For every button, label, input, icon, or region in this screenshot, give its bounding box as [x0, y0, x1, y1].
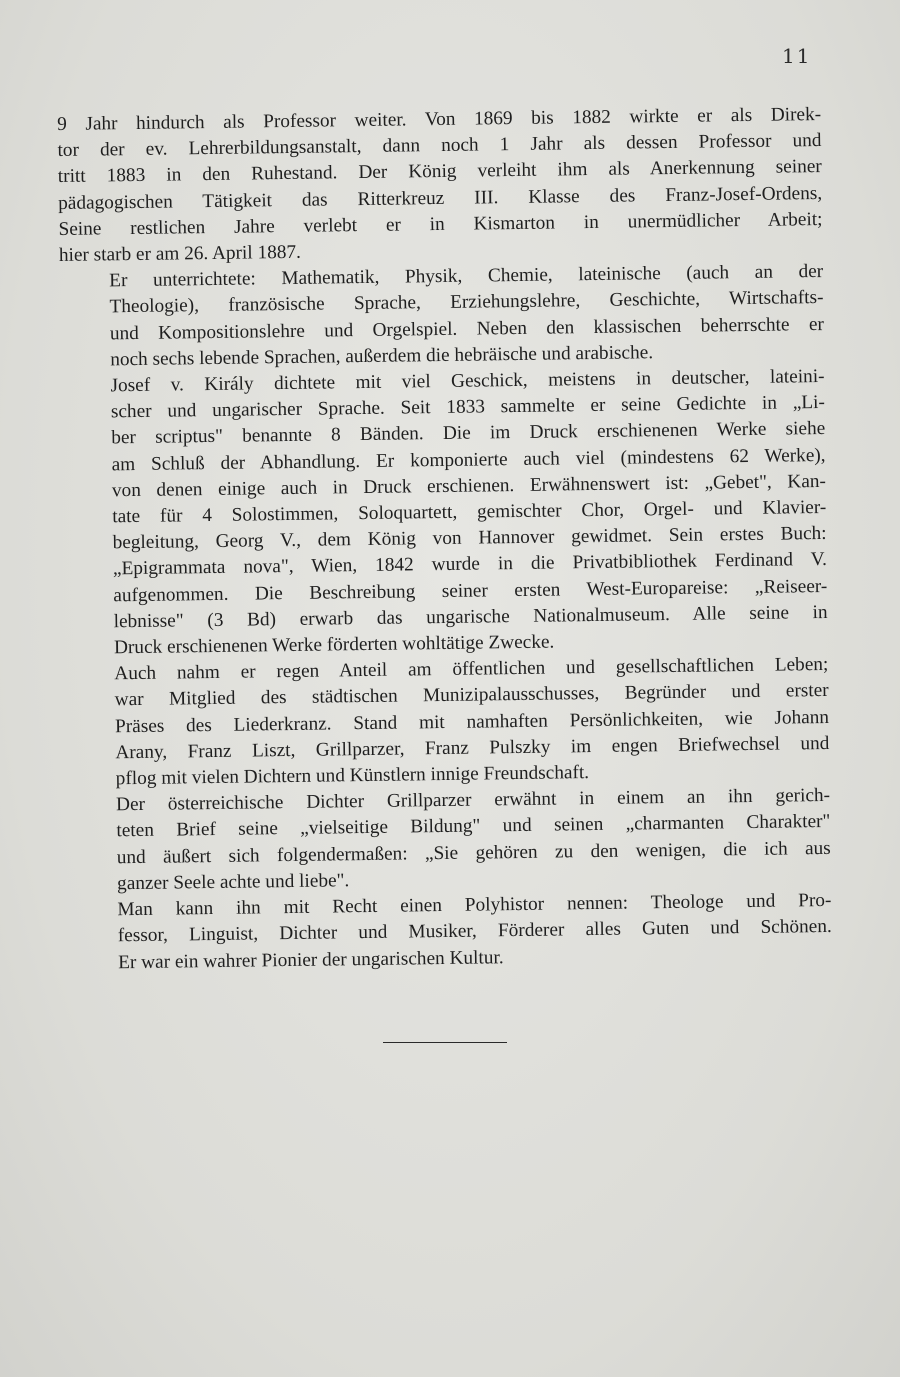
text-line: Er unterrichtete: Mathematik, Physik, Chemie, lateinische (auch an der: [109, 261, 824, 292]
text-line: „Epigrammata nova", Wien, 1842 wurde in die Privatbibliothek Ferdinand V.: [112, 549, 828, 580]
text-line: hier starb er am 26. April 1887.: [58, 241, 302, 267]
text-line: ber scriptus" benannte 8 Bänden. Die im Druck erschienenen Werke siehe: [111, 418, 826, 449]
text-line: am Schluß der Abhandlung. Er komponierte auch viel (mindestens 62 Werke),: [111, 444, 826, 475]
text-line: lebnisse" (3 Bd) erwarb das ungarische Nationalmuseum. Alle seine in: [113, 601, 828, 633]
text-line: noch sechs lebende Sprachen, außerdem die hebräische und arabische.: [110, 342, 654, 371]
text-line: und äußert sich folgendermaßen: „Sie gehören zu den wenigen, die ich aus: [116, 837, 831, 868]
paragraph: [60, 364, 828, 662]
paragraph: [59, 259, 824, 374]
text-line: Der österreichische Dichter Grillparzer erwähnt in einem an ihn gerich-: [115, 785, 831, 816]
text-line: war Mitglied des städtischen Munizipalausschusses, Begründer und erster: [114, 680, 829, 711]
text-line: Präses des Liederkranz. Stand mit namhaften Persönlichkeiten, wie Johann: [114, 706, 830, 737]
text-line: Arany, Franz Liszt, Grillparzer, Franz Pulszky im engen Briefwechsel und: [115, 732, 830, 764]
text-line: teten Brief seine „vielseitige Bildung" und seinen „charmanten Charakter": [116, 811, 831, 842]
text-line: 9 Jahr hindurch als Professor weiter. Von 1869 bis 1882 wirkte er als Direk-: [57, 103, 822, 135]
text-line: Josef v. Király dichtete mit viel Geschick, meistens in deutscher, lateini-: [110, 366, 825, 397]
text-line: tor der ev. Lehrerbildungsanstalt, dann noch 1 Jahr als dessen Professor und: [57, 130, 822, 162]
text-line: Auch nahm er regen Anteil am öffentlichen und gesellschaftlichen Leben;: [114, 654, 829, 685]
text-line: und Kompositionslehre und Orgelspiel. Neben den klassischen beherrschte er: [109, 313, 824, 344]
text-line: Druck erschienenen Werke förderten wohltätige Zwecke.: [113, 631, 555, 659]
end-rule: [383, 1042, 507, 1043]
page-number: 11: [782, 44, 812, 68]
text-line: ganzer Seele achte und liebe".: [116, 870, 350, 895]
paragraph: [66, 783, 831, 898]
text-line: Man kann ihn mit Recht einen Polyhistor nennen: Theologe und Pro-: [117, 890, 832, 921]
body-text: [57, 102, 832, 977]
text-line: begleitung, Georg V., dem König von Hannover gewidmet. Sein erstes Buch:: [112, 523, 827, 554]
text-line: scher und ungarischer Sprache. Seit 1833 sammelte er seine Gedichte in „Li-: [110, 392, 826, 423]
text-line: pflog mit vielen Dichtern und Künstlern innige Freundschaft.: [115, 762, 590, 790]
text-line: Theologie), französische Sprache, Erziehungslehre, Geschichte, Wirtschafts-: [109, 287, 824, 318]
text-line: fessor, Linguist, Dichter und Musiker, Förderer alles Guten und Schönen.: [117, 916, 832, 947]
paragraph: [64, 652, 830, 793]
text-line: tritt 1883 in den Ruhestand. Der König verleiht ihm als Anerkennung seiner: [57, 156, 822, 188]
text-line: pädagogischen Tätigkeit das Ritterkreuz III. Klasse des Franz-Josef-Ordens,: [58, 182, 823, 214]
text-line: Er war ein wahrer Pionier der ungarischen Kultur.: [117, 946, 504, 973]
paragraph: [67, 888, 832, 977]
text-line: von denen einige auch in Druck erschienen. Erwähnenswert ist: „Gebet", Kan-: [111, 470, 827, 502]
text-line: tate für 4 Solostimmen, Soloquartett, gemischter Chor, Orgel- und Klavier-: [112, 497, 827, 528]
paragraph: [57, 102, 823, 269]
text-line: Seine restlichen Jahre verlebt er in Kismarton in unermüdlicher Arbeit;: [58, 208, 823, 240]
text-line: aufgenommen. Die Beschreibung seiner ersten West-Europareise: „Reiseer-: [113, 575, 828, 606]
